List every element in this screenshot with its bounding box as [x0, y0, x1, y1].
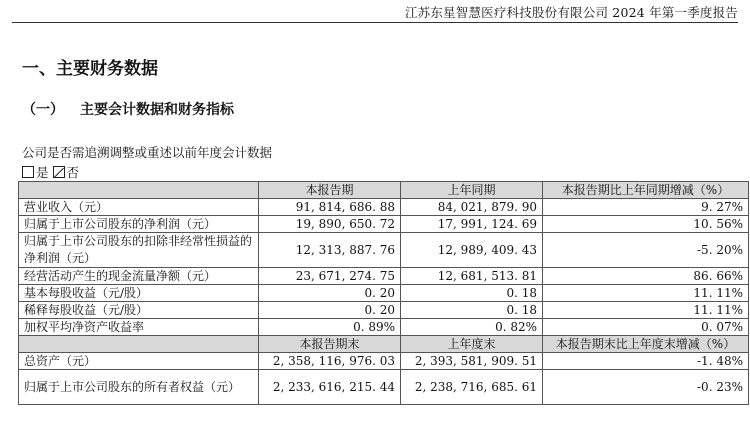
table-row	[19, 285, 749, 302]
cell-value: -5. 20%	[543, 233, 749, 268]
cell-value: 0. 18	[401, 302, 543, 319]
table-header-row	[19, 182, 749, 199]
cell-value: 17, 991, 124. 69	[401, 216, 543, 233]
cell-value: 84, 021, 879. 90	[401, 199, 543, 216]
header-cell-blank	[19, 336, 259, 353]
row-label: 归属于上市公司股东的净利润（元）	[19, 216, 259, 233]
row-label: 稀释每股收益（元/股）	[19, 302, 259, 319]
option-yes[interactable]	[22, 163, 49, 181]
cell-value: 2, 233, 616, 215. 44	[259, 370, 401, 405]
row-label: 归属于上市公司股东的所有者权益（元）	[19, 370, 259, 405]
table-row	[19, 353, 749, 370]
checkbox-yes-icon[interactable]	[22, 166, 34, 178]
restatement-question: 公司是否需追溯调整或重述以前年度会计数据	[22, 145, 273, 160]
restatement-options	[22, 163, 83, 181]
cell-value: 23, 671, 274. 75	[259, 268, 401, 285]
cell-value: -1. 48%	[543, 353, 749, 370]
cell-value: 0. 18	[401, 285, 543, 302]
table-row	[19, 370, 749, 405]
table-row	[19, 216, 749, 233]
table-row	[19, 302, 749, 319]
header-cell-blank	[19, 182, 259, 199]
cell-value: 2, 358, 116, 976. 03	[259, 353, 401, 370]
cell-value: 19, 890, 650. 72	[259, 216, 401, 233]
header-cell-current-period: 本报告期	[259, 182, 401, 199]
cell-value: -0. 23%	[543, 370, 749, 405]
table-header-row-2	[19, 336, 749, 353]
report-title: 江苏东星智慧医疗科技股份有限公司 2024 年第一季度报告	[404, 5, 738, 20]
cell-value: 9. 27%	[543, 199, 749, 216]
cell-value: 2, 238, 716, 685. 61	[401, 370, 543, 405]
row-label: 基本每股收益（元/股）	[19, 285, 259, 302]
row-label: 归属于上市公司股东的扣除非经常性损益的净利润（元）	[19, 233, 259, 268]
page-header	[12, 0, 738, 23]
cell-value: 2, 393, 581, 909. 51	[401, 353, 543, 370]
financial-data-table	[18, 181, 749, 405]
cell-value: 12, 989, 409. 43	[401, 233, 543, 268]
subsection-title	[22, 99, 234, 119]
subsection-text: 主要会计数据和财务指标	[80, 102, 234, 118]
cell-value: 0. 20	[259, 285, 401, 302]
table-row	[19, 233, 749, 268]
option-no[interactable]	[53, 163, 80, 181]
checkbox-no-checked-icon[interactable]	[53, 166, 65, 178]
header-cell-period-end: 本报告期末	[259, 336, 401, 353]
cell-value: 86. 66%	[543, 268, 749, 285]
row-label: 加权平均净资产收益率	[19, 319, 259, 336]
cell-value: 11. 11%	[543, 302, 749, 319]
header-cell-change: 本报告期末比上年度末增减（%）	[543, 336, 749, 353]
cell-value: 12, 681, 513. 81	[401, 268, 543, 285]
cell-value: 10. 56%	[543, 216, 749, 233]
row-label: 总资产（元）	[19, 353, 259, 370]
row-label: 经营活动产生的现金流量净额（元）	[19, 268, 259, 285]
header-cell-prior-period: 上年同期	[401, 182, 543, 199]
subsection-number: （一）	[22, 102, 64, 118]
cell-value: 0. 20	[259, 302, 401, 319]
option-no-label: 否	[66, 165, 80, 180]
cell-value: 91, 814, 686. 88	[259, 199, 401, 216]
cell-value: 0. 89%	[259, 319, 401, 336]
cell-value: 0. 82%	[401, 319, 543, 336]
table-row	[19, 199, 749, 216]
header-cell-change: 本报告期比上年同期增减（%）	[543, 182, 749, 199]
row-label: 营业收入（元）	[19, 199, 259, 216]
header-cell-prior-year-end: 上年度末	[401, 336, 543, 353]
cell-value: 11. 11%	[543, 285, 749, 302]
cell-value: 0. 07%	[543, 319, 749, 336]
table-row	[19, 319, 749, 336]
option-yes-label: 是	[36, 165, 49, 180]
cell-value: 12, 313, 887. 76	[259, 233, 401, 268]
table-row	[19, 268, 749, 285]
section-title: 一、主要财务数据	[22, 59, 158, 79]
